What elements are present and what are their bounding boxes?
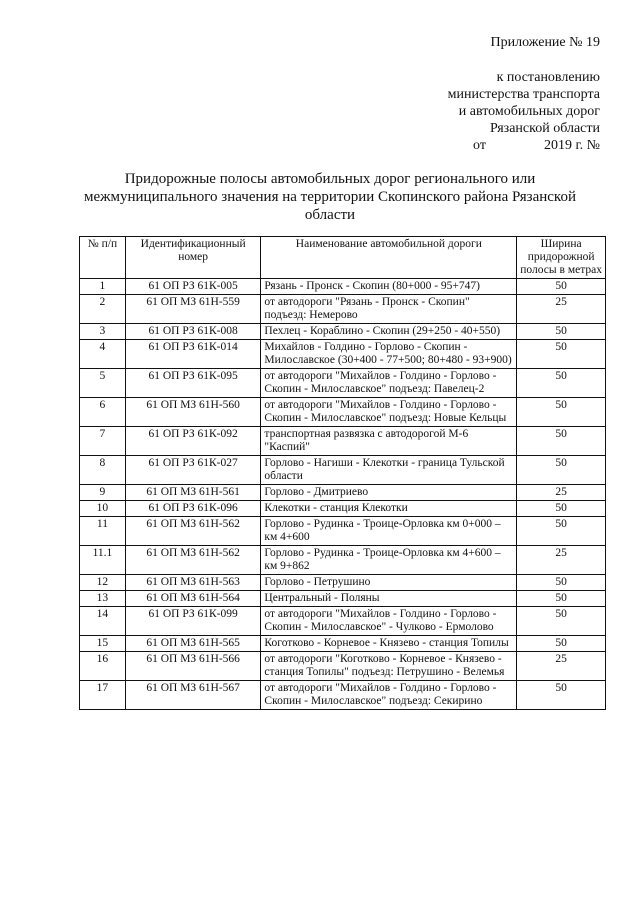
table-row bbox=[80, 324, 606, 340]
table-row bbox=[80, 398, 606, 427]
cell-road-name: от автодороги "Коготково - Корневое - Князево - станция Топилы" подъезд: Петрушино - Велемья bbox=[261, 652, 517, 681]
cell-width: 50 bbox=[517, 607, 606, 636]
cell-number: 2 bbox=[80, 295, 126, 324]
cell-number: 1 bbox=[80, 279, 126, 295]
table-row bbox=[80, 575, 606, 591]
column-header-number: № п/п bbox=[80, 237, 126, 279]
header-line: к постановлению bbox=[496, 70, 600, 85]
cell-id: 61 ОП РЗ 61К-099 bbox=[125, 607, 261, 636]
cell-id: 61 ОП РЗ 61К-008 bbox=[125, 324, 261, 340]
table-header-row bbox=[80, 237, 606, 279]
cell-id: 61 ОП МЗ 61Н-559 bbox=[125, 295, 261, 324]
column-header-id: Идентификационный номер bbox=[125, 237, 261, 279]
table-body bbox=[80, 279, 606, 710]
document-title: Придорожные полосы автомобильных дорог регионального или межмуниципального значения на территории Скопинского района Рязанской области bbox=[83, 171, 576, 223]
cell-road-name: Горлово - Рудинка - Троице-Орловка км 4+600 – км 9+862 bbox=[261, 546, 517, 575]
cell-id: 61 ОП МЗ 61Н-560 bbox=[125, 398, 261, 427]
table-row bbox=[80, 456, 606, 485]
cell-width: 50 bbox=[517, 456, 606, 485]
cell-number: 12 bbox=[80, 575, 126, 591]
column-header-width: Ширина придорожной полосы в метрах bbox=[517, 237, 606, 279]
cell-width: 50 bbox=[517, 575, 606, 591]
date-line bbox=[448, 137, 600, 154]
cell-number: 4 bbox=[80, 340, 126, 369]
cell-width: 50 bbox=[517, 501, 606, 517]
cell-number: 3 bbox=[80, 324, 126, 340]
cell-number: 10 bbox=[80, 501, 126, 517]
table-row bbox=[80, 636, 606, 652]
cell-number: 11 bbox=[80, 517, 126, 546]
header-line: и автомобильных дорог bbox=[458, 104, 600, 119]
cell-road-name: от автодороги "Рязань - Пронск - Скопин" подъезд: Немерово bbox=[261, 295, 517, 324]
column-header-name: Наименование автомобильной дороги bbox=[261, 237, 517, 279]
cell-road-name: транспортная развязка с автодорогой М-6 "Каспий" bbox=[261, 427, 517, 456]
table-row bbox=[80, 340, 606, 369]
table-row bbox=[80, 369, 606, 398]
cell-id: 61 ОП МЗ 61Н-563 bbox=[125, 575, 261, 591]
cell-road-name: Коготково - Корневое - Князево - станция Топилы bbox=[261, 636, 517, 652]
cell-number: 8 bbox=[80, 456, 126, 485]
table-row bbox=[80, 295, 606, 324]
cell-width: 50 bbox=[517, 591, 606, 607]
cell-road-name: от автодороги "Михайлов - Голдино - Горлово - Скопин - Милославское" подъезд: Секирино bbox=[261, 681, 517, 710]
table-row bbox=[80, 652, 606, 681]
cell-road-name: от автодороги "Михайлов - Голдино - Горлово - Скопин - Милославское" подъезд: Новые Кельцы bbox=[261, 398, 517, 427]
cell-road-name: от автодороги "Михайлов - Голдино - Горлово - Скопин - Милославское" - Чулково - Ермолово bbox=[261, 607, 517, 636]
cell-width: 50 bbox=[517, 427, 606, 456]
date-blank bbox=[494, 137, 536, 154]
cell-number: 14 bbox=[80, 607, 126, 636]
cell-number: 15 bbox=[80, 636, 126, 652]
cell-road-name: Пехлец - Кораблино - Скопин (29+250 - 40+550) bbox=[261, 324, 517, 340]
cell-width: 50 bbox=[517, 636, 606, 652]
cell-road-name: от автодороги "Михайлов - Голдино - Горлово - Скопин - Милославское" подъезд: Павелец-2 bbox=[261, 369, 517, 398]
cell-id: 61 ОП РЗ 61К-096 bbox=[125, 501, 261, 517]
table-row bbox=[80, 279, 606, 295]
cell-width: 25 bbox=[517, 295, 606, 324]
cell-id: 61 ОП МЗ 61Н-562 bbox=[125, 517, 261, 546]
cell-number: 5 bbox=[80, 369, 126, 398]
cell-id: 61 ОП МЗ 61Н-561 bbox=[125, 485, 261, 501]
cell-width: 50 bbox=[517, 517, 606, 546]
cell-id: 61 ОП МЗ 61Н-564 bbox=[125, 591, 261, 607]
cell-road-name: Горлово - Рудинка - Троице-Орловка км 0+000 – км 4+600 bbox=[261, 517, 517, 546]
cell-road-name: Горлово - Нагиши - Клекотки - граница Тульской области bbox=[261, 456, 517, 485]
document-header bbox=[448, 34, 600, 154]
cell-id: 61 ОП МЗ 61Н-565 bbox=[125, 636, 261, 652]
cell-width: 50 bbox=[517, 369, 606, 398]
cell-width: 50 bbox=[517, 398, 606, 427]
cell-width: 50 bbox=[517, 279, 606, 295]
cell-id: 61 ОП МЗ 61Н-567 bbox=[125, 681, 261, 710]
cell-number: 7 bbox=[80, 427, 126, 456]
cell-id: 61 ОП РЗ 61К-014 bbox=[125, 340, 261, 369]
cell-number: 6 bbox=[80, 398, 126, 427]
header-line: Рязанской области bbox=[489, 121, 600, 136]
table-row bbox=[80, 485, 606, 501]
table-row bbox=[80, 427, 606, 456]
cell-id: 61 ОП МЗ 61Н-566 bbox=[125, 652, 261, 681]
cell-id: 61 ОП РЗ 61К-092 bbox=[125, 427, 261, 456]
table-row bbox=[80, 501, 606, 517]
cell-road-name: Горлово - Петрушино bbox=[261, 575, 517, 591]
header-line: министерства транспорта bbox=[447, 87, 600, 102]
table-row bbox=[80, 517, 606, 546]
cell-width: 50 bbox=[517, 681, 606, 710]
cell-width: 25 bbox=[517, 652, 606, 681]
cell-number: 13 bbox=[80, 591, 126, 607]
cell-road-name: Горлово - Дмитриево bbox=[261, 485, 517, 501]
table-row bbox=[80, 681, 606, 710]
table-row bbox=[80, 591, 606, 607]
cell-id: 61 ОП МЗ 61Н-562 bbox=[125, 546, 261, 575]
table-row bbox=[80, 607, 606, 636]
date-suffix: 2019 г. № bbox=[543, 138, 600, 153]
cell-road-name: Рязань - Пронск - Скопин (80+000 - 95+747) bbox=[261, 279, 517, 295]
cell-number: 9 bbox=[80, 485, 126, 501]
cell-id: 61 ОП РЗ 61К-027 bbox=[125, 456, 261, 485]
cell-width: 25 bbox=[517, 546, 606, 575]
cell-road-name: Михайлов - Голдино - Горлово - Скопин - Милославское (30+400 - 77+500; 80+480 - 93+900) bbox=[261, 340, 517, 369]
cell-road-name: Центральный - Поляны bbox=[261, 591, 517, 607]
cell-road-name: Клекотки - станция Клекотки bbox=[261, 501, 517, 517]
roads-table bbox=[79, 236, 606, 710]
appendix-number: Приложение № 19 bbox=[490, 35, 600, 50]
cell-id: 61 ОП РЗ 61К-095 bbox=[125, 369, 261, 398]
date-prefix: от bbox=[473, 138, 486, 153]
cell-width: 50 bbox=[517, 340, 606, 369]
cell-number: 16 bbox=[80, 652, 126, 681]
cell-width: 50 bbox=[517, 324, 606, 340]
cell-number: 11.1 bbox=[80, 546, 126, 575]
table-row bbox=[80, 546, 606, 575]
cell-width: 25 bbox=[517, 485, 606, 501]
cell-id: 61 ОП РЗ 61К-005 bbox=[125, 279, 261, 295]
cell-number: 17 bbox=[80, 681, 126, 710]
